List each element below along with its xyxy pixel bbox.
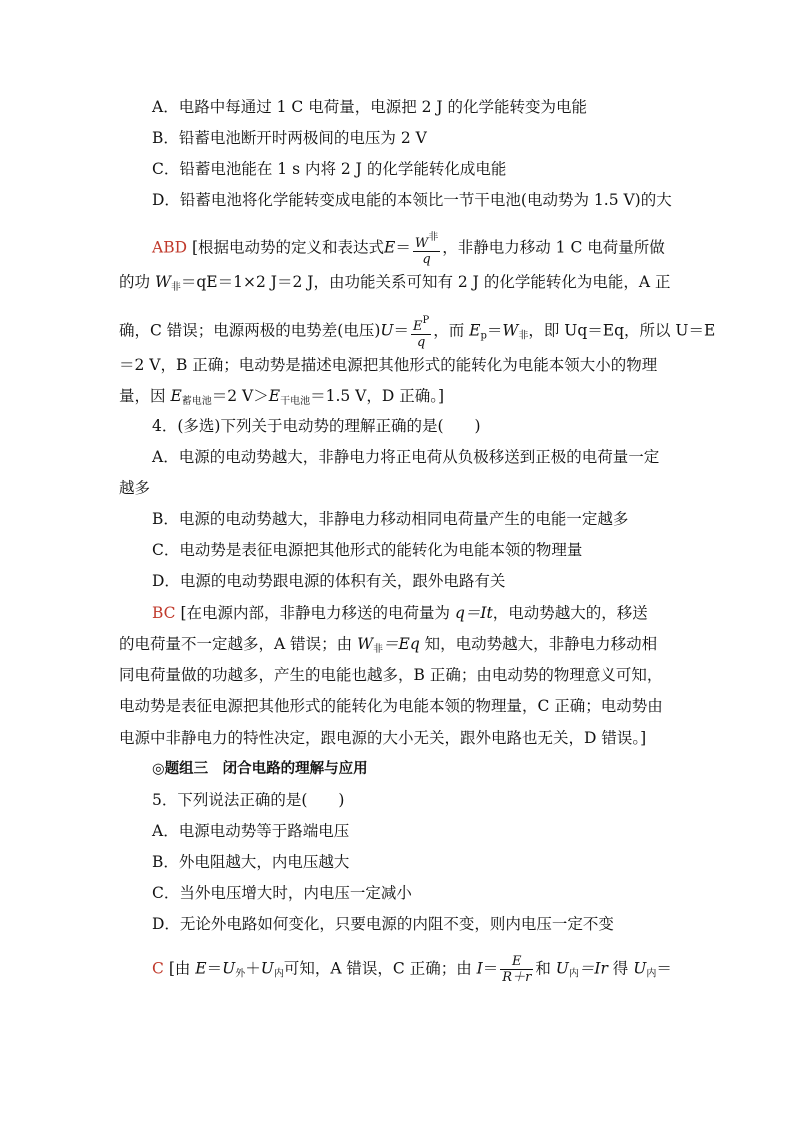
subscript: 内 (273, 968, 284, 980)
q4-answer: BC (152, 604, 176, 622)
fraction-denominator: q (416, 335, 426, 350)
q5-option-a: A．电源电动势等于路端电压 (152, 822, 350, 840)
q4-option-d: D．电源的电动势跟电源的体积有关，跟外电路有关 (152, 572, 506, 590)
math-symbol: W (357, 635, 373, 653)
q5-exp-text: 可知，A 错误，C 正确；由 (283, 959, 477, 978)
q3-option-a: A．电路中每通过 1 C 电荷量，电源把 2 J 的化学能转变为电能 (152, 98, 588, 116)
subscript: 内 (568, 968, 579, 980)
fraction-ep-over-q (411, 313, 431, 350)
q4-option-a-line-1: A．电源的电动势越大，非静电力将正电荷从负极移送到正极的电荷量一定 (152, 448, 660, 466)
q5-stem: 5．下列说法正确的是( ) (152, 791, 345, 809)
q3-explanation-line-3 (119, 313, 794, 350)
math-operator: ＝ (486, 321, 503, 340)
subscript: 干电池 (280, 396, 311, 407)
math-symbol: I (476, 959, 483, 978)
fraction-w-over-q (413, 230, 440, 267)
math-operator: ＝ (395, 238, 411, 257)
superscript: 非 (428, 232, 439, 243)
q4-option-c: C．电动势是表征电源把其他形式的能转化为电能本领的物理量 (152, 541, 583, 559)
q3-exp-text: ，而 (433, 321, 470, 340)
q3-option-b: B．铅蓄电池断开时两极间的电压为 2 V (152, 129, 427, 147)
math-operator: ＝ (206, 959, 223, 978)
subscript: 非 (170, 282, 181, 293)
math-symbol: E (469, 321, 481, 340)
q4-option-a-line-2: 越多 (119, 479, 151, 497)
section-heading: ◎题组三 闭合电路的理解与应用 (152, 760, 368, 777)
q5-exp-text: 和 (535, 959, 556, 978)
q4-explanation-line-3: 同电荷量做的功越多，产生的电能也越多，B 正确；由电动势的物理意义可知， (119, 666, 663, 684)
subscript: 蓄电池 (181, 396, 212, 407)
q3-explanation-line-5 (119, 385, 794, 413)
q3-answer: ABD (152, 238, 188, 257)
math-symbol: E (268, 387, 281, 405)
q5-answer: C (152, 959, 164, 978)
q4-option-b: B．电源的电动势越大，非静电力移动相同电荷量产生的电能一定越多 (152, 510, 629, 528)
fraction-denominator: q (422, 252, 431, 267)
q4-exp-text: ，电动势越大的，移送 (492, 604, 648, 622)
fraction-denominator: R＋r (502, 970, 532, 985)
math-symbol: U (555, 959, 569, 978)
superscript: P (422, 315, 430, 326)
q3-exp-text: ＝qE＝1×2 J＝2 J，由功能关系可知有 2 J 的化学能转化为电能，A 正 (180, 273, 671, 291)
subscript: 内 (646, 968, 657, 980)
math-symbol: E (384, 238, 396, 257)
fraction-numerator: E (500, 954, 533, 970)
q3-explanation-line-1 (152, 230, 794, 267)
math-expression: ＝Eq (383, 635, 420, 653)
q3-exp-text: ，即 Uq＝Eq，所以 U＝E (528, 321, 716, 340)
q4-exp-text: 的电荷量不一定越多，A 错误；由 (119, 635, 358, 653)
math-symbol: U (380, 321, 394, 340)
q3-exp-text: ，非静电力移动 1 C 电荷量所做 (442, 238, 665, 257)
q5-exp-text: [由 (168, 959, 196, 978)
q3-exp-text: ＝2 V＞ (211, 387, 269, 405)
math-symbol: U (260, 959, 274, 978)
q3-option-c: C．铅蓄电池能在 1 s 内将 2 J 的化学能转化成电能 (152, 160, 507, 178)
q4-explanation-line-2 (119, 633, 794, 661)
q4-explanation-line-4: 电动势是表征电源把其他形式的能转化为电能本领的物理量，C 正确；电动势由 (119, 697, 663, 715)
math-operator: ＝ (482, 959, 499, 978)
q5-option-c: C．当外电压增大时，内电压一定减小 (152, 884, 412, 902)
math-expression: ＝Ir (578, 959, 608, 978)
q4-stem: 4．(多选)下列关于电动势的理解正确的是( ) (152, 417, 481, 435)
q3-exp-text: 的功 (119, 273, 155, 291)
q3-option-d: D．铅蓄电池将化学能转变成电能的本领比一节干电池(电动势为 1.5 V)的大 (152, 191, 672, 209)
subscript: 非 (373, 644, 383, 655)
fraction-numerator: E (412, 319, 423, 334)
math-symbol: E (195, 959, 207, 978)
math-symbol: U (633, 959, 647, 978)
math-symbol: W (502, 321, 519, 340)
math-symbol: W (154, 273, 171, 291)
q4-exp-text: 知，电动势越大，非静电力移动相 (419, 635, 658, 653)
q3-explanation-line-4: ＝2 V，B 正确；电动势是描述电源把其他形式的能转化为电能本领大小的物理 (119, 356, 658, 374)
q3-explanation-line-2 (119, 271, 794, 299)
q5-option-d: D．无论外电路如何变化，只要电源的内阻不变，则内电压一定不变 (152, 915, 614, 933)
q4-explanation-line-1 (152, 602, 794, 624)
q3-exp-text: ＝1.5 V，D 正确。] (310, 387, 445, 405)
math-operator: ＝ (656, 959, 672, 978)
fraction-e-over-r-plus-r (500, 954, 533, 985)
math-expression: q＝It (454, 604, 493, 622)
q4-exp-text: [在电源内部，非静电力移送的电荷量为 (180, 604, 455, 622)
q5-explanation-line-1 (152, 954, 794, 986)
q4-explanation-line-5: 电源中非静电力的特性决定，跟电源的大小无关，跟外电路也无关，D 错误。] (119, 729, 647, 747)
math-symbol: E (170, 387, 182, 405)
q3-exp-text: 量，因 (119, 387, 171, 405)
math-symbol: U (222, 959, 236, 978)
math-operator: ＋ (245, 959, 261, 978)
subscript: 外 (235, 968, 246, 980)
q3-exp-text: [根据电动势的定义和表达式 (191, 238, 385, 257)
subscript: 非 (518, 330, 529, 342)
math-operator: ＝ (393, 321, 409, 340)
fraction-numerator: W (414, 236, 429, 251)
q5-exp-text: 得 (607, 959, 634, 978)
subscript: p (480, 330, 487, 342)
q5-option-b: B．外电阻越大，内电压越大 (152, 853, 350, 871)
q3-exp-text: 确，C 错误；电源两极的电势差(电压) (119, 321, 381, 340)
